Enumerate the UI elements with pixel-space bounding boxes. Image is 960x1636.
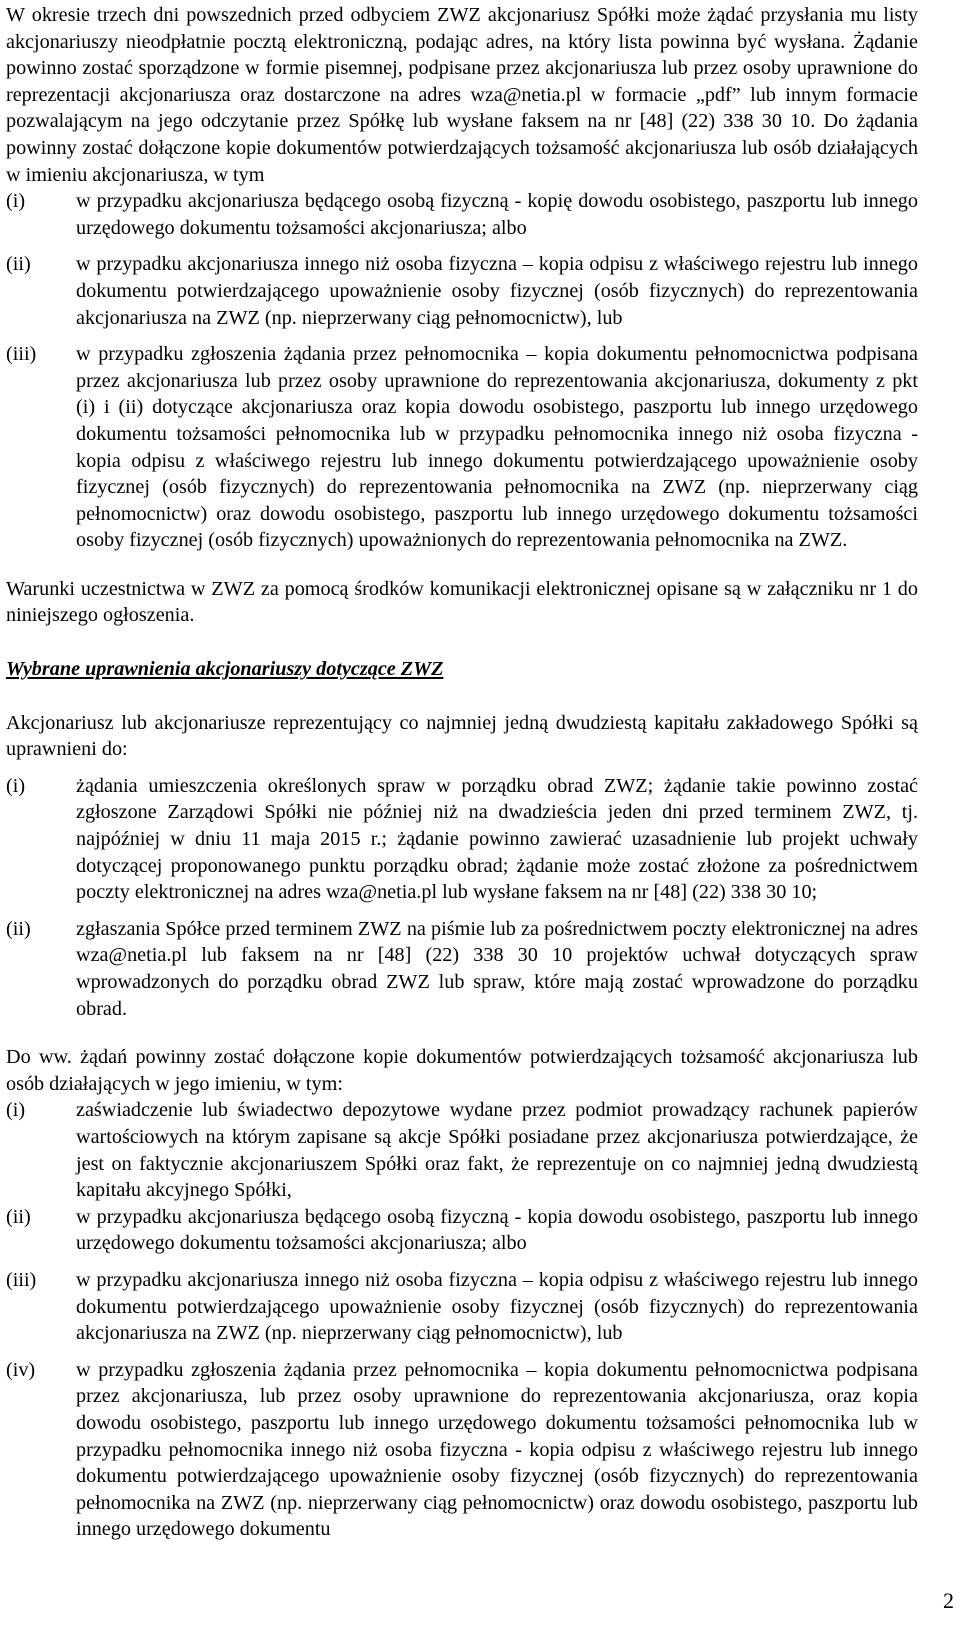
section-heading: Wybrane uprawnienia akcjonariuszy dotyczące ZWZ [6, 658, 444, 681]
rights-lead-paragraph: Akcjonariusz lub akcjonariusze reprezentujący co najmniej jedną dwudziestą kapitału zakładowego Spółki są uprawnieni do: [6, 711, 918, 761]
list-item [6, 916, 918, 1022]
list-item [6, 341, 918, 554]
item-text: żądania umieszczenia określonych spraw w porządku obrad ZWZ; żądanie takie powinno zostać zgłoszone Zarządowi Spółki nie później niż na dwadzieścia jeden dni przed terminem ZWZ, tj. najpóźniej w dniu 11 maja 2015 r.; żądanie powinno zawierać uzasadnienie lub projekt uchwały dotyczącej proponowanego punktu porządku obrad; żądanie może zostać złożone za pośrednictwem poczty elektronicznej na adres wza@netia.pl lub wysłane faksem na nr [48] (22) 338 30 10; [76, 774, 918, 904]
item-text: w przypadku akcjonariusza będącego osobą fizyczną - kopia dowodu osobistego, paszportu lub innego urzędowego dokumentu tożsamości akcjonariusza; albo [76, 1205, 918, 1255]
item-number: (ii) [6, 253, 31, 276]
page-number: 2 [943, 1588, 954, 1613]
item-number: (ii) [6, 917, 31, 940]
list-item [6, 251, 918, 331]
item-text: w przypadku akcjonariusza innego niż osoba fizyczna – kopia odpisu z właściwego rejestru lub innego dokumentu potwierdzającego upoważnienie osoby fizycznej (osób fizycznych) do reprezentowania akcjonariusza na ZWZ (np. nieprzerwany ciąg pełnomocnictw), lub [76, 253, 918, 329]
intro-paragraph: W okresie trzech dni powszednich przed odbyciem ZWZ akcjonariusz Spółki może żądać przysłania mu listy akcjonariuszy nieodpłatnie pocztą elektroniczną, podając adres, na który lista powinna być wysłana. Żądanie powinno zostać sporządzone w formie pisemnej, podpisane przez akcjonariusza lub przez osoby uprawnione do reprezentacji akcjonariusza oraz dostarczone na adres wza@netia.pl w formacie „pdf” lub innym formacie pozwalającym na jego odczytanie przez Spółkę lub wysłane faksem na nr [48] (22) 338 30 10. Do żądania powinny zostać dołączone kopie dokumentów potwierdzających tożsamość akcjonariusza lub osób działających w imieniu akcjonariusza, w tym [6, 4, 918, 186]
conditions-paragraph: Warunki uczestnictwa w ZWZ za pomocą środków komunikacji elektronicznej opisane są w załączniku nr 1 do niniejszego ogłoszenia. [6, 577, 918, 627]
item-number: (iii) [6, 1268, 37, 1291]
item-text: w przypadku zgłoszenia żądania przez pełnomocnika – kopia dokumentu pełnomocnictwa podpisana przez akcjonariusza, lub przez osoby uprawnione do reprezentowania akcjonariusza, oraz kopia dowodu osobistego, paszportu lub innego urzędowego dokumentu tożsamości pełnomocnika lub w przypadku pełnomocnika innego niż osoba fizyczna - kopia odpisu z właściwego rejestru lub innego dokumentu potwierdzającego upoważnienie osoby fizycznej (osób fizycznych) do reprezentowania pełnomocnika na ZWZ (np. nieprzerwany ciąg pełnomocnictw) oraz dowodu osobistego, paszportu lub innego urzędowego dokumentu [76, 1358, 918, 1541]
item-number: (iii) [6, 343, 37, 366]
docs-lead-paragraph: Do ww. żądań powinny zostać dołączone kopie dokumentów potwierdzających tożsamość akcjonariusza lub osób działających w jego imieniu, w tym: [6, 1046, 918, 1095]
item-number: (ii) [6, 1205, 31, 1228]
list-item [6, 1357, 918, 1543]
item-text: zgłaszania Spółce przed terminem ZWZ na piśmie lub za pośrednictwem poczty elektronicznej na adres wza@netia.pl lub faksem na nr [48] (22) 338 30 10 projektów uchwał dotyczących spraw wprowadzonych do porządku obrad ZWZ lub spraw, które mają zostać wprowadzone do porządku obrad. [76, 917, 918, 1020]
item-number: (i) [6, 774, 26, 797]
list-item [6, 1267, 918, 1347]
item-text: w przypadku akcjonariusza innego niż osoba fizyczna – kopia odpisu z właściwego rejestru lub innego dokumentu potwierdzającego upoważnienie osoby fizycznej (osób fizycznych) do reprezentowania akcjonariusza na ZWZ (np. nieprzerwany ciąg pełnomocnictw), lub [76, 1268, 918, 1345]
list-item [6, 1097, 918, 1203]
list-item [6, 188, 918, 241]
document-page [6, 2, 918, 1543]
item-text: w przypadku akcjonariusza będącego osobą fizyczną - kopię dowodu osobistego, paszportu lub innego urzędowego dokumentu tożsamości akcjonariusza; albo [76, 190, 918, 239]
item-number: (iv) [6, 1358, 36, 1381]
item-number: (i) [6, 1099, 26, 1122]
list-item [6, 773, 918, 906]
list-item [6, 1204, 918, 1257]
item-text: w przypadku zgłoszenia żądania przez pełnomocnika – kopia dokumentu pełnomocnictwa podpisana przez akcjonariusza lub przez osoby uprawnione do reprezentowania akcjonariusza, dokumenty z pkt (i) i (ii) dotyczące akcjonariusza oraz kopia dowodu osobistego, paszportu lub innego urzędowego dokumentu tożsamości pełnomocnika lub w przypadku pełnomocnika innego niż osoba fizyczna - kopia odpisu z właściwego rejestru lub innego dokumentu potwierdzającego upoważnienie osoby fizycznej (osób fizycznych) do reprezentowania pełnomocnika na ZWZ (np. nieprzerwany ciąg pełnomocnictw) oraz dowodu osobistego, paszportu lub innego urzędowego dokumentu tożsamości osoby fizycznej (osób fizycznych) upoważnionych do reprezentowania pełnomocnika na ZWZ. [76, 343, 918, 552]
item-number: (i) [6, 190, 26, 213]
item-text: zaświadczenie lub świadectwo depozytowe wydane przez podmiot prowadzący rachunek papierów wartościowych na którym zapisane są akcje Spółki posiadane przez akcjonariusza potwierdzające, że jest on faktycznie akcjonariuszem Spółki oraz fakt, że reprezentuje on co najmniej jedną dwudziestą kapitału akcyjnego Spółki, [76, 1099, 918, 1202]
